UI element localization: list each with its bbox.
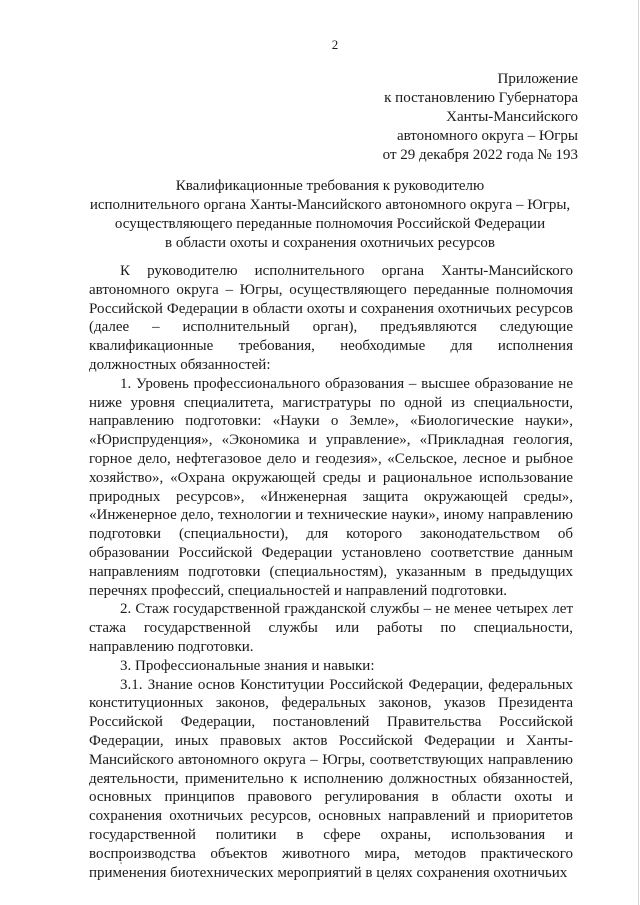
requirement-education: 1. Уровень профессионального образования – высшее образование не ниже уровня специалитета, магистратуры по одной из специальности, направлению подготовки: «Науки о Земле», «Биологические науки», «Юриспруденция», «Экономика и управление», «Прикладная геология, горное дело, нефтегазовое дело и геодезия», «Сельское, лесное и рыбное хозяйство», «Охрана окружающей среды и рациональное использование природных ресурсов», «Инженерная защита окружающей среды», «Инженерное дело, технологии и технические науки», иному направлению подготовки (специальности), для которого законодательством об образовании Российской Федерации установлено соответствие данным направлениям подготовки (специальностям), указанным в предыдущих перечнях профессий, специальностей и направлений подготовки. [89, 375, 573, 599]
requirement-knowledge-heading: 3. Профессиональные знания и навыки: [120, 657, 375, 674]
appendix-header [383, 70, 578, 165]
title-line: исполнительного органа Ханты-Мансийского автономного округа – Югры, [89, 197, 571, 213]
title-line: осуществляющего переданные полномочия Российской Федерации [114, 216, 546, 232]
appendix-line: автономного округа – Югры [396, 128, 578, 144]
document-body [89, 262, 573, 882]
requirement-knowledge-3-1: 3.1. Знание основ Конституции Российской Федерации, федеральных конституционных законов, федеральных законов, указов Президента Российской Федерации, постановлений Правительства Российской Федерации, иных правовых актов Российской Федерации и Ханты-Мансийского автономного округа – Югры, соответствующих направлению деятельности, применительно к исполнению должностных обязанностей, основных принципов правового регулирования в области охоты и сохранения охотничьих ресурсов, основных направлений и приоритетов государственной политики в сфере охраны, использования и воспроизводства объектов животного мира, методов практического применения биотехнических мероприятий в целях сохранения охотничьих [89, 676, 573, 881]
scan-edge-line [638, 0, 639, 905]
scan-speck [120, 862, 122, 864]
document-title [75, 177, 585, 253]
title-line: Квалификационные требования к руководителю [175, 178, 485, 194]
appendix-line: от 29 декабря 2022 года № 193 [382, 147, 578, 163]
appendix-line: Приложение [497, 71, 578, 87]
appendix-line: Ханты-Мансийского [446, 109, 578, 125]
page-number: 2 [331, 37, 339, 52]
title-line: в области охоты и сохранения охотничьих ресурсов [165, 235, 495, 251]
requirement-experience: 2. Стаж государственной гражданской службы – не менее четырех лет стажа государственной службы или работы по специальности, направлению подготовки. [89, 601, 573, 655]
intro-paragraph: К руководителю исполнительного органа Ханты-Мансийского автономного округа – Югры, осуществляющего переданные полномочия Российской Федерации в области охоты и сохранения охотничьих ресурсов (далее – исполнительный орган), предъявляются следующие квалификационные требования, необходимые для исполнения должностных обязанностей: [89, 263, 573, 373]
appendix-line: к постановлению Губернатора [384, 90, 578, 106]
